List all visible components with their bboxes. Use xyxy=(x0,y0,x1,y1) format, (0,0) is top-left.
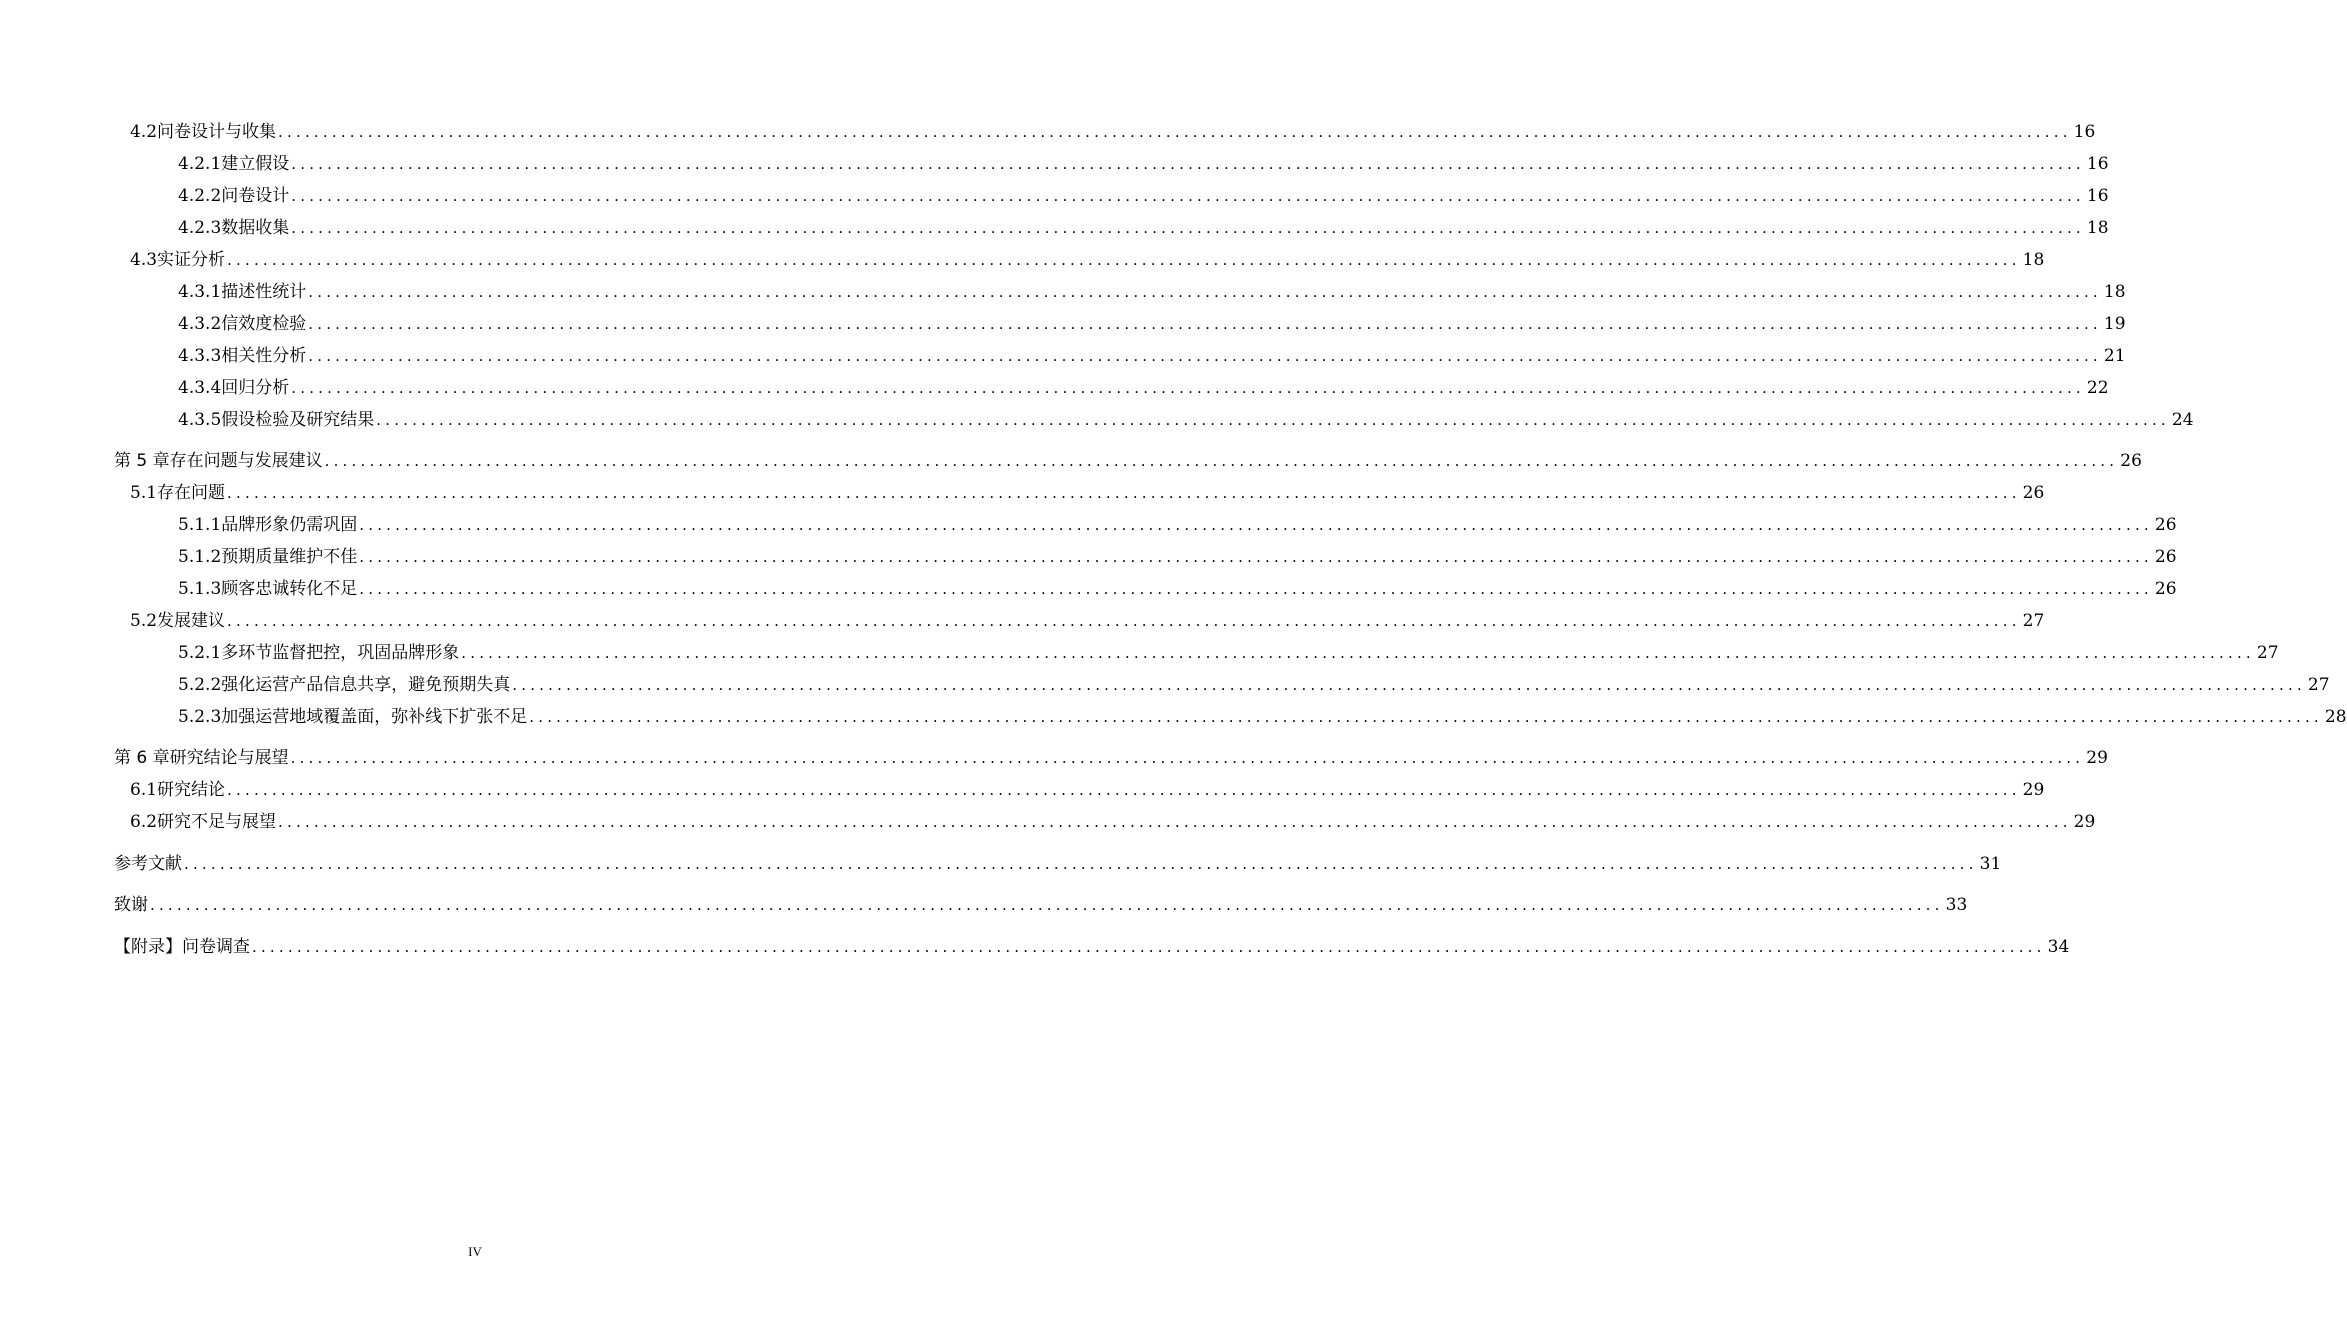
toc-entry-number: 4.2.1 xyxy=(178,154,222,174)
toc-entry-page: 29 xyxy=(2022,780,2045,800)
toc-entry-title: 数据收集 xyxy=(221,218,290,238)
toc-entry-page: 16 xyxy=(2086,186,2109,206)
page-number: IV xyxy=(468,1244,482,1259)
toc-entry[interactable] xyxy=(114,852,2002,876)
toc-entry-number: 4.3.5 xyxy=(178,410,222,430)
toc-entry-number: 6.2 xyxy=(130,812,158,832)
toc-entry-number: 5.1 xyxy=(130,483,158,503)
toc-entry-number: 6.1 xyxy=(130,780,158,800)
toc-entry-number: 5.1.3 xyxy=(178,579,222,599)
toc-entry-number: 第 6 章 xyxy=(114,748,170,768)
toc-entry-number: 4.3.1 xyxy=(178,282,222,302)
toc-entry-page: 18 xyxy=(2103,282,2126,302)
toc-entry-page: 33 xyxy=(1945,895,1968,915)
toc-entry[interactable] xyxy=(130,609,2045,633)
toc-entry[interactable] xyxy=(114,449,2142,473)
toc-entry[interactable] xyxy=(178,280,2126,304)
toc-entry-title: 顾客忠诚转化不足 xyxy=(221,579,358,599)
toc-entry-page: 18 xyxy=(2086,218,2109,238)
toc-entry[interactable] xyxy=(178,216,2109,240)
toc-entry-number: 4.3.3 xyxy=(178,346,222,366)
dot-leader: ........................................................................................................................................................................................................ xyxy=(291,219,2085,237)
toc-entry[interactable] xyxy=(178,641,2279,665)
toc-entry-title: 假设检验及研究结果 xyxy=(221,410,375,430)
dot-leader: ........................................................................................................................................................................................................ xyxy=(324,452,2119,470)
toc-entry-page: 28 xyxy=(2324,707,2347,727)
toc-entry-page: 18 xyxy=(2022,250,2045,270)
toc-entry-number: 4.3 xyxy=(130,250,158,270)
dot-leader: ........................................................................................................................................................................................................ xyxy=(278,813,2072,831)
toc-entry[interactable] xyxy=(114,893,1968,917)
toc-entry-title: 信效度检验 xyxy=(221,314,307,334)
dot-leader: ........................................................................................................................................................................................................ xyxy=(150,896,1944,914)
toc-entry-number: 5.2.1 xyxy=(178,643,222,663)
toc-entry-page: 26 xyxy=(2120,451,2142,471)
toc-entry[interactable] xyxy=(130,778,2045,802)
toc-entry[interactable] xyxy=(114,746,2108,770)
toc-entry-page: 22 xyxy=(2086,378,2109,398)
toc-entry-title: 描述性统计 xyxy=(221,282,307,302)
toc-entry-number: 5.1.2 xyxy=(178,547,222,567)
dot-leader: ........................................................................................................................................................................................................ xyxy=(376,411,2170,429)
toc-entry-number: 4.2.3 xyxy=(178,218,222,238)
dot-leader: ........................................................................................................................................................................................................ xyxy=(359,580,2153,598)
dot-leader: ........................................................................................................................................................................................................ xyxy=(308,315,2102,333)
toc-entry-number: 4.3.2 xyxy=(178,314,222,334)
toc-entry-number: 5.2 xyxy=(130,611,158,631)
toc-entry[interactable] xyxy=(178,513,2177,537)
dot-leader: ........................................................................................................................................................................................................ xyxy=(529,708,2323,726)
toc-entry-title: 多环节监督把控，巩固品牌形象 xyxy=(221,643,460,663)
toc-entry[interactable] xyxy=(114,935,2070,959)
toc-entry[interactable] xyxy=(130,481,2045,505)
toc-entry-number: 第 5 章 xyxy=(114,451,170,471)
toc-entry[interactable] xyxy=(130,120,2096,144)
toc-entry-number: 5.2.3 xyxy=(178,707,222,727)
toc-entry-page: 29 xyxy=(2086,748,2108,768)
toc-entry-number: 4.2.2 xyxy=(178,186,222,206)
toc-entry-number: 4.3.4 xyxy=(178,378,222,398)
toc-entry-page: 29 xyxy=(2073,812,2096,832)
toc-entry-title: 加强运营地域覆盖面，弥补线下扩张不足 xyxy=(221,707,528,727)
toc-entry[interactable] xyxy=(178,673,2330,697)
toc-entry-page: 27 xyxy=(2307,675,2330,695)
toc-entry-page: 16 xyxy=(2086,154,2109,174)
dot-leader: ........................................................................................................................................................................................................ xyxy=(308,347,2102,365)
toc-entry-title: 问卷设计与收集 xyxy=(157,122,277,142)
toc-entry-title: 建立假设 xyxy=(221,154,290,174)
toc-entry-page: 34 xyxy=(2047,937,2070,957)
toc-entry-page: 16 xyxy=(2073,122,2096,142)
toc-entry-page: 24 xyxy=(2171,410,2194,430)
toc-entry-title: 研究不足与展望 xyxy=(157,812,277,832)
toc-entry[interactable] xyxy=(178,184,2109,208)
toc-entry[interactable] xyxy=(178,705,2347,729)
toc-entry-title: 致谢 xyxy=(114,895,148,915)
toc-entry-page: 31 xyxy=(1979,854,2002,874)
toc-entry-title: 强化运营产品信息共享，避免预期失真 xyxy=(221,675,511,695)
toc-entry-title: 研究结论 xyxy=(157,780,226,800)
toc-entry-page: 26 xyxy=(2154,515,2177,535)
toc-entry-title: 参考文献 xyxy=(114,854,182,874)
toc-entry-title: 【附录】问卷调查 xyxy=(114,937,250,957)
dot-leader: ........................................................................................................................................................................................................ xyxy=(227,612,2021,630)
dot-leader: ........................................................................................................................................................................................................ xyxy=(291,187,2085,205)
dot-leader: ........................................................................................................................................................................................................ xyxy=(308,283,2102,301)
toc-entry-page: 26 xyxy=(2154,579,2177,599)
dot-leader: ........................................................................................................................................................................................................ xyxy=(227,251,2021,269)
toc-entry-title: 问卷设计 xyxy=(221,186,290,206)
toc-entry-title: 研究结论与展望 xyxy=(169,748,289,768)
toc-entry-number: 5.1.1 xyxy=(178,515,222,535)
dot-leader: ........................................................................................................................................................................................................ xyxy=(359,516,2153,534)
toc-entry[interactable] xyxy=(178,152,2109,176)
dot-leader: ........................................................................................................................................................................................................ xyxy=(252,938,2046,956)
toc-entry-page: 19 xyxy=(2103,314,2126,334)
toc-entry[interactable] xyxy=(178,376,2109,400)
toc-entry-title: 回归分析 xyxy=(221,378,290,398)
toc-entry-page: 27 xyxy=(2022,611,2045,631)
dot-leader: ........................................................................................................................................................................................................ xyxy=(278,123,2072,141)
toc-entry[interactable] xyxy=(130,810,2096,834)
dot-leader: ........................................................................................................................................................................................................ xyxy=(227,781,2021,799)
toc-entry-number: 4.2 xyxy=(130,122,158,142)
dot-leader: ........................................................................................................................................................................................................ xyxy=(290,749,2085,767)
dot-leader: ........................................................................................................................................................................................................ xyxy=(184,855,1978,873)
dot-leader: ........................................................................................................................................................................................................ xyxy=(359,548,2153,566)
toc-entry[interactable] xyxy=(178,545,2177,569)
toc-entry-title: 存在问题 xyxy=(157,483,226,503)
toc-entry-title: 相关性分析 xyxy=(221,346,307,366)
toc-entry-title: 品牌形象仍需巩固 xyxy=(221,515,358,535)
toc-entry-page: 26 xyxy=(2154,547,2177,567)
dot-leader: ........................................................................................................................................................................................................ xyxy=(461,644,2255,662)
toc-entry-page: 26 xyxy=(2022,483,2045,503)
dot-leader: ........................................................................................................................................................................................................ xyxy=(291,379,2085,397)
toc-entry-title: 存在问题与发展建议 xyxy=(169,451,323,471)
toc-entry-title: 发展建议 xyxy=(157,611,226,631)
toc-entry-number: 5.2.2 xyxy=(178,675,222,695)
toc-entry-page: 21 xyxy=(2103,346,2126,366)
toc-entry[interactable] xyxy=(178,408,2194,432)
dot-leader: ........................................................................................................................................................................................................ xyxy=(227,484,2021,502)
toc-entry[interactable] xyxy=(178,344,2126,368)
dot-leader: ........................................................................................................................................................................................................ xyxy=(512,676,2306,694)
dot-leader: ........................................................................................................................................................................................................ xyxy=(291,155,2085,173)
toc-entry-title: 实证分析 xyxy=(157,250,226,270)
toc-entry-title: 预期质量维护不佳 xyxy=(221,547,358,567)
toc-entry-page: 27 xyxy=(2256,643,2279,663)
toc-entry[interactable] xyxy=(130,248,2045,272)
toc-entry[interactable] xyxy=(178,312,2126,336)
toc-entry[interactable] xyxy=(178,577,2177,601)
